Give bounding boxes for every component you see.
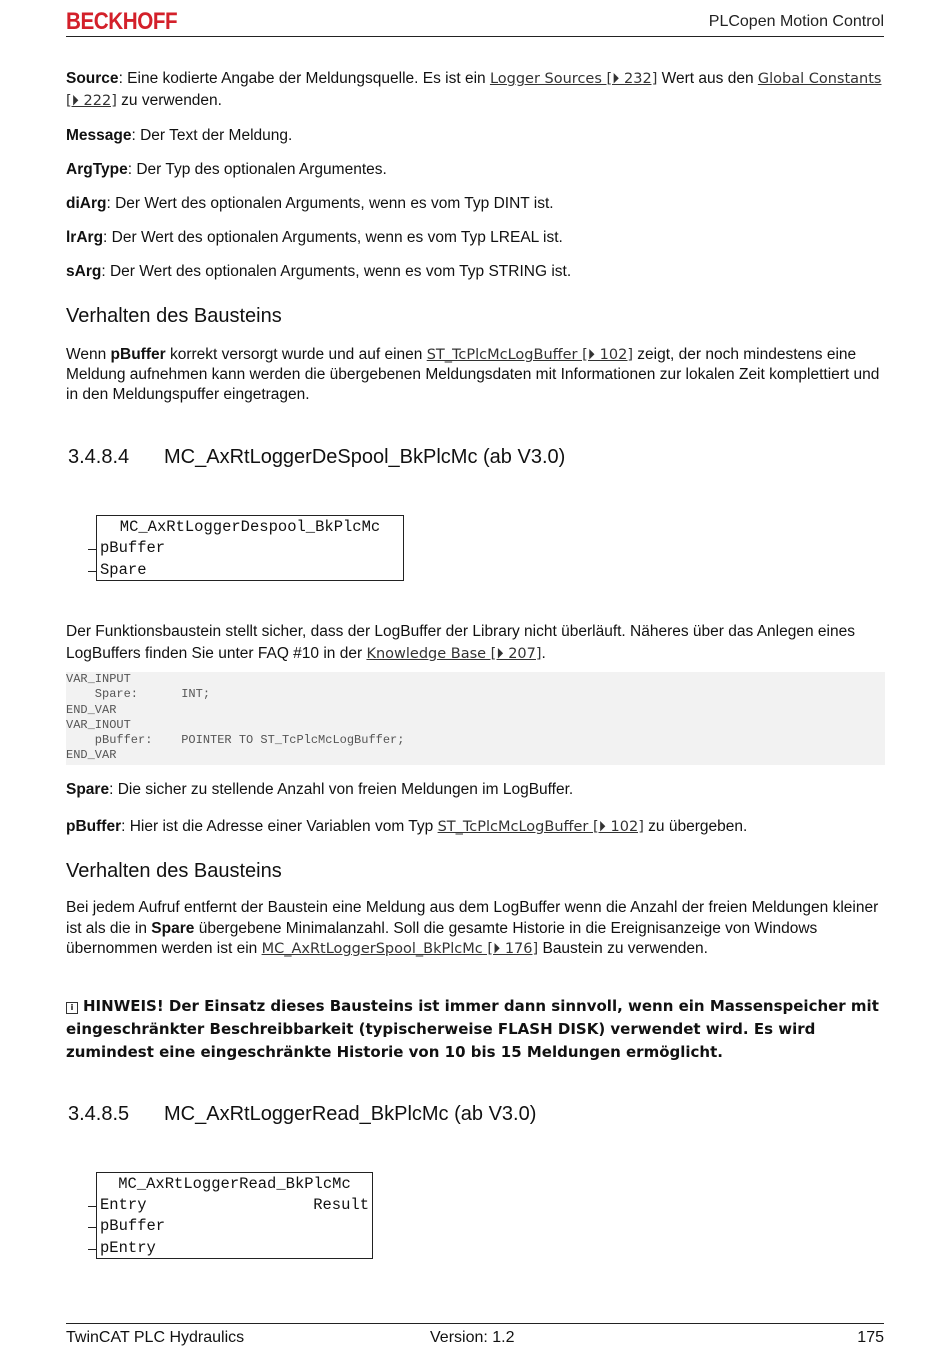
- fb-pin-line: [88, 1227, 97, 1228]
- param-message: Message: Der Text der Meldung.: [66, 127, 293, 144]
- function-block-read: [96, 1172, 373, 1259]
- fb-title: MC_AxRtLoggerDespool_BkPlcMc: [119, 518, 381, 536]
- header-rule: [66, 36, 884, 37]
- fb-input-pbuffer: pBuffer: [100, 539, 166, 557]
- link-global-constants[interactable]: Global Constants [⏵ 222]: [66, 71, 882, 109]
- param-source: Source: Eine kodierte Angabe der Meldungsquelle. Es ist ein Logger Sources [⏵ 232] Wert aus den Global Constants [⏵ 222] zu verwenden.: [66, 70, 882, 109]
- chapter-heading-despool: [68, 446, 565, 469]
- chapter-title: MC_AxRtLoggerDeSpool_BkPlcMc (ab V3.0): [164, 446, 566, 468]
- despool-description: Der Funktionsbaustein stellt sicher, dass der LogBuffer der Library nicht überläuft. Näheres über das Anlegen eines LogBuffers finden Sie unter FAQ #10 in der Knowledge Base [⏵ 207].: [66, 623, 855, 662]
- fb-input-pbuffer: pBuffer: [100, 1217, 166, 1235]
- behaviour-paragraph: Wenn pBuffer korrekt versorgt wurde und auf einen ST_TcPlcMcLogBuffer [⏵ 102] zeigt, der noch mindestens eine Meldung aufnehmen kann werden die übergebenen Meldungsdaten mit Informationen zur lokalen Zeit komplettiert und in den Meldungspuffer eingetragen.: [66, 346, 880, 403]
- despool-behaviour-paragraph: Bei jedem Aufruf entfernt der Baustein eine Meldung aus dem LogBuffer wenn die Anzahl der freien Meldungen kleiner ist als die in Spare übergebene Minimalanzahl. Soll die gesamte Historie in die Ereignisanzeige von Windows übernommen werden ist ein MC_AxRtLoggerSpool_BkPlcMc [⏵ 176] Baustein zu verwenden.: [66, 899, 879, 957]
- param-lrarg: lrArg: Der Wert des optionalen Arguments, wenn es vom Typ LREAL ist.: [66, 229, 563, 246]
- footer-version: Version: 1.2: [430, 1329, 515, 1346]
- param-pbuffer: pBuffer: Hier ist die Adresse einer Variablen vom Typ ST_TcPlcMcLogBuffer [⏵ 102] zu übergeben.: [66, 818, 748, 835]
- chapter-number: 3.4.8.5: [68, 1103, 130, 1125]
- fb-input-pentry: pEntry: [100, 1239, 156, 1257]
- param-spare: Spare: Die sicher zu stellende Anzahl von freien Meldungen im LogBuffer.: [66, 781, 574, 798]
- footer-rule: [66, 1323, 884, 1324]
- hinweis-note: i HINWEIS! Der Einsatz dieses Bausteins ist immer dann sinnvoll, wenn ein Massenspeicher mit eingeschränkter Beschreibbarkeit (typischerweise FLASH DISK) verwendet wird. Es wird zumindest eine eingeschränkte Historie von 10 bis 15 Meldungen ermöglicht.: [66, 997, 879, 1061]
- fb-pin-line: [88, 571, 97, 572]
- link-logbuffer[interactable]: ST_TcPlcMcLogBuffer [⏵ 102]: [426, 347, 633, 363]
- fb-pin-line: [88, 549, 97, 550]
- function-block-despool: [96, 515, 404, 581]
- beckhoff-logo: BECKHOFF: [66, 8, 178, 35]
- param-name: Source: [66, 70, 119, 87]
- link-logger-sources[interactable]: Logger Sources [⏵ 232]: [489, 71, 658, 87]
- fb-pin-line: [88, 1249, 97, 1250]
- chapter-title: MC_AxRtLoggerRead_BkPlcMc (ab V3.0): [164, 1103, 537, 1125]
- link-logger-spool[interactable]: MC_AxRtLoggerSpool_BkPlcMc [⏵ 176]: [261, 941, 539, 957]
- header-title: PLCopen Motion Control: [708, 13, 884, 30]
- chapter-number: 3.4.8.4: [68, 446, 130, 468]
- param-sarg: sArg: Der Wert des optionalen Arguments, wenn es vom Typ STRING ist.: [66, 263, 572, 280]
- param-argtype: ArgType: Der Typ des optionalen Argumentes.: [66, 161, 387, 178]
- section-heading: Verhalten des Bausteins: [66, 860, 282, 882]
- fb-input-entry: Entry: [100, 1196, 147, 1214]
- page-number: 175: [857, 1329, 884, 1346]
- chapter-heading-read: [68, 1103, 536, 1126]
- fb-title: MC_AxRtLoggerRead_BkPlcMc: [118, 1175, 351, 1193]
- footer-product: TwinCAT PLC Hydraulics: [66, 1329, 245, 1346]
- link-logbuffer-type[interactable]: ST_TcPlcMcLogBuffer [⏵ 102]: [437, 819, 644, 835]
- link-knowledge-base[interactable]: Knowledge Base [⏵ 207]: [366, 646, 542, 662]
- code-block-declaration: VAR_INPUT Spare: INT; END_VAR VAR_INOUT pBuffer: POINTER TO ST_TcPlcMcLogBuffer; END_VAR: [66, 672, 885, 765]
- fb-output-result: Result: [313, 1196, 369, 1214]
- fb-pin-line: [88, 1206, 97, 1207]
- info-icon: i: [66, 1002, 78, 1014]
- fb-input-spare: Spare: [100, 561, 147, 579]
- section-heading: Verhalten des Bausteins: [66, 305, 282, 327]
- param-diarg: diArg: Der Wert des optionalen Arguments, wenn es vom Typ DINT ist.: [66, 195, 554, 212]
